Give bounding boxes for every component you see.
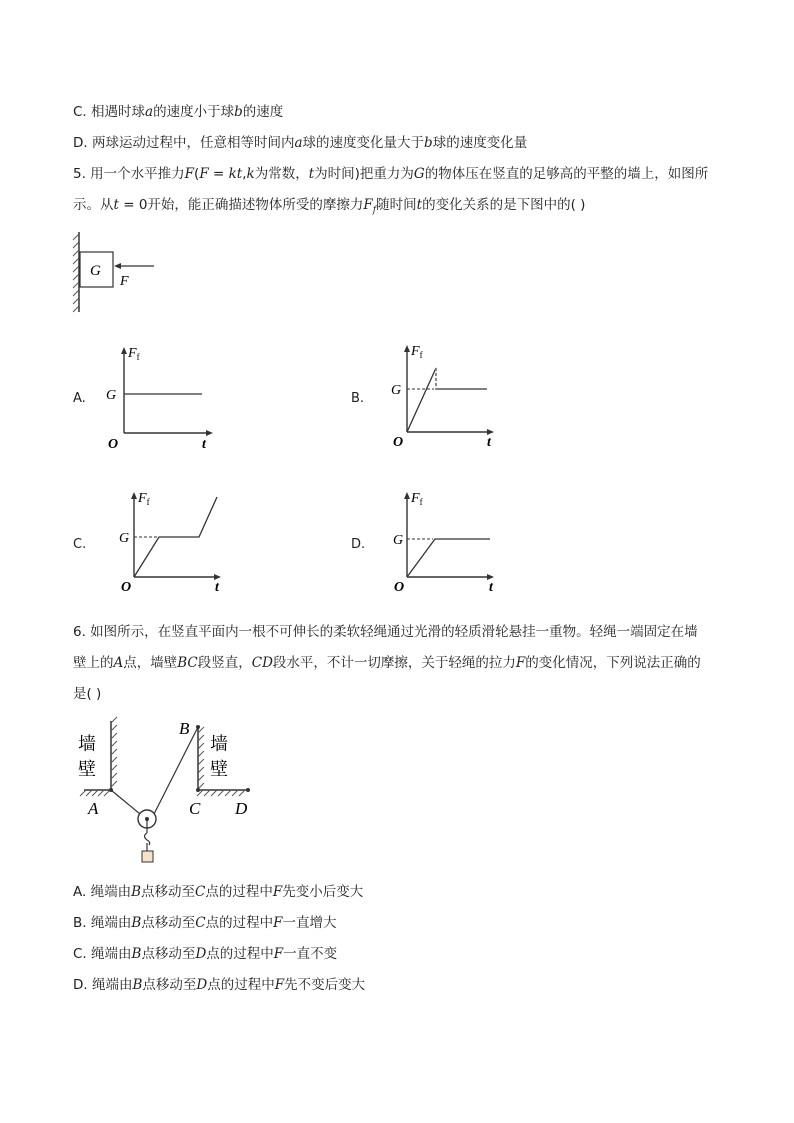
wall-label-left-2: 壁 bbox=[78, 759, 96, 780]
text: D. 两球运动过程中，任意相等时间内 bbox=[73, 135, 295, 151]
curve bbox=[407, 368, 487, 432]
text: 段水平，不计一切摩擦，关于轻绳的拉力 bbox=[272, 655, 516, 671]
text: 的变化情况，下列说法正确的 bbox=[525, 655, 701, 671]
left-wall-hatching bbox=[111, 717, 117, 787]
text: 的物体压在竖直的足够高的平整的墙上，如图所 bbox=[424, 166, 709, 182]
math-var: B bbox=[131, 884, 142, 900]
text: C. 相遇时球 bbox=[73, 104, 146, 120]
y-arrow bbox=[131, 492, 137, 499]
graph-a bbox=[100, 340, 220, 455]
y-arrow bbox=[404, 345, 410, 352]
wall-hatching bbox=[73, 234, 79, 312]
q5-stem-line2 bbox=[73, 195, 585, 221]
text: C. 绳端由 bbox=[73, 946, 132, 962]
point-d bbox=[246, 788, 250, 792]
right-floor-hatching bbox=[197, 790, 245, 796]
q5-stem-line1 bbox=[73, 164, 708, 184]
math-var: k bbox=[246, 166, 255, 182]
math-var: b bbox=[424, 135, 433, 151]
math-sub: f bbox=[372, 205, 377, 216]
math-var: b bbox=[234, 104, 243, 120]
text: 球的速度变化量 bbox=[432, 135, 528, 151]
q6-stem-line1 bbox=[73, 622, 698, 642]
text: 球的速度变化量大于 bbox=[302, 135, 425, 151]
math-var: B bbox=[131, 946, 142, 962]
math-var: C bbox=[195, 884, 206, 900]
text: 点移动至 bbox=[142, 977, 197, 993]
rope-left bbox=[111, 790, 140, 814]
math-var: kt bbox=[228, 166, 243, 182]
text: 点的过程中 bbox=[207, 977, 275, 993]
option-b-label: B. bbox=[351, 391, 365, 406]
origin-label: O bbox=[393, 435, 404, 450]
y-label: $F_f$ bbox=[128, 346, 140, 362]
math-var: a bbox=[145, 104, 154, 120]
math-var: t bbox=[416, 197, 423, 213]
text: 点移动至 bbox=[141, 915, 196, 931]
text: 点的过程中 bbox=[205, 915, 274, 931]
block-label: G bbox=[90, 263, 101, 279]
wall-label-right-1: 墙 bbox=[210, 734, 228, 755]
force-arrowhead bbox=[114, 263, 121, 269]
graph-b bbox=[385, 338, 505, 453]
q6-stem-line2 bbox=[73, 653, 701, 673]
g-label: G bbox=[106, 388, 117, 403]
text: 为时间)把重力为 bbox=[314, 166, 414, 182]
text: 是( ) bbox=[73, 686, 102, 702]
text: 随时间 bbox=[376, 197, 417, 213]
q6-option-c bbox=[73, 944, 337, 964]
q5-block-figure bbox=[70, 230, 170, 320]
q6-option-d bbox=[73, 975, 365, 995]
math-var: F bbox=[273, 915, 283, 931]
math-var: D bbox=[196, 977, 208, 993]
math-var: a bbox=[294, 135, 303, 151]
x-arrow bbox=[206, 430, 213, 436]
text: = 0 bbox=[118, 197, 148, 213]
label-d: D bbox=[235, 799, 248, 818]
math-var: A bbox=[113, 655, 124, 671]
g-label: G bbox=[393, 533, 404, 548]
origin-label: O bbox=[394, 580, 405, 595]
origin-label: O bbox=[121, 580, 132, 595]
option-a-label: A. bbox=[73, 391, 86, 406]
point-c bbox=[196, 788, 200, 792]
label-b: B bbox=[179, 719, 190, 738]
text: 点移动至 bbox=[141, 884, 196, 900]
math-var: CD bbox=[251, 655, 273, 671]
x-label: t bbox=[215, 580, 219, 595]
text: 开始，能正确描述物体所受的摩擦力 bbox=[147, 197, 364, 213]
math-var: F bbox=[199, 166, 209, 182]
math-var: F bbox=[363, 197, 373, 213]
text: ( bbox=[194, 166, 200, 182]
curve bbox=[407, 539, 490, 577]
math-var: F bbox=[274, 977, 285, 993]
wall-label-right-2: 壁 bbox=[210, 759, 228, 780]
graph-d bbox=[390, 485, 510, 600]
force-label: F bbox=[120, 274, 129, 289]
text: A. 绳端由 bbox=[73, 884, 132, 900]
text: D. 绳端由 bbox=[73, 977, 133, 993]
text: 点移动至 bbox=[141, 946, 196, 962]
weight bbox=[142, 851, 153, 862]
math-var: B bbox=[132, 977, 143, 993]
text: 点的过程中 bbox=[206, 946, 274, 962]
x-label: t bbox=[202, 437, 206, 452]
y-label: $F_f$ bbox=[138, 491, 150, 507]
math-var: F bbox=[272, 884, 283, 900]
math-var: F bbox=[515, 655, 526, 671]
option-c-label: C. bbox=[73, 537, 87, 552]
math-var: F bbox=[184, 166, 195, 182]
q4-option-d bbox=[73, 133, 527, 153]
math-var: F bbox=[273, 946, 284, 962]
q6-stem-line3 bbox=[73, 684, 101, 704]
text: 点，墙壁 bbox=[123, 655, 178, 671]
right-wall-hatching bbox=[198, 727, 204, 789]
text: 5. 用一个水平推力 bbox=[73, 166, 185, 182]
label-a: A bbox=[88, 799, 99, 818]
y-label: $F_f$ bbox=[411, 344, 423, 360]
option-d-label: D. bbox=[351, 537, 366, 552]
math-var: D bbox=[195, 946, 207, 962]
math-var: B bbox=[131, 915, 142, 931]
math-var: t bbox=[308, 166, 315, 182]
text: 为常数， bbox=[254, 166, 309, 182]
text: 的速度小于球 bbox=[153, 104, 235, 120]
text: 一直增大 bbox=[282, 915, 337, 931]
y-arrow bbox=[121, 347, 127, 354]
text: 点的过程中 bbox=[205, 884, 273, 900]
text: , bbox=[242, 166, 247, 182]
wall-label-left-1: 墙 bbox=[78, 734, 96, 755]
text: B. 绳端由 bbox=[73, 915, 132, 931]
y-arrow bbox=[404, 492, 410, 499]
graph-c bbox=[115, 485, 235, 600]
g-label: G bbox=[391, 383, 402, 398]
math-var: C bbox=[195, 915, 206, 931]
origin-label: O bbox=[108, 437, 119, 452]
text: 壁上的 bbox=[73, 655, 114, 671]
text: 的变化关系的是下图中的( ) bbox=[422, 197, 586, 213]
q4-option-c bbox=[73, 102, 283, 122]
text: 先变小后变大 bbox=[282, 884, 364, 900]
label-c: C bbox=[189, 799, 201, 818]
text: 先不变后变大 bbox=[284, 977, 366, 993]
g-label: G bbox=[119, 531, 130, 546]
left-floor-hatching bbox=[80, 790, 110, 796]
q6-pulley-figure bbox=[70, 715, 270, 870]
text: 6. 如图所示，在竖直平面内一根不可伸长的柔软轻绳通过光滑的轻质滑轮悬挂一重物。轻绳一端固定在墙 bbox=[73, 624, 698, 640]
q6-option-a bbox=[73, 882, 363, 902]
text: 一直不变 bbox=[283, 946, 338, 962]
math-var: BC bbox=[177, 655, 198, 671]
q6-option-b bbox=[73, 913, 337, 933]
x-label: t bbox=[489, 580, 493, 595]
math-var: t bbox=[113, 197, 119, 213]
text: 示。从 bbox=[73, 197, 114, 213]
math-var: G bbox=[413, 166, 425, 182]
x-label: t bbox=[487, 435, 491, 450]
y-label: $F_f$ bbox=[411, 491, 423, 507]
text: 段竖直， bbox=[197, 655, 252, 671]
text: 的速度 bbox=[242, 104, 284, 120]
text: = bbox=[208, 166, 229, 182]
